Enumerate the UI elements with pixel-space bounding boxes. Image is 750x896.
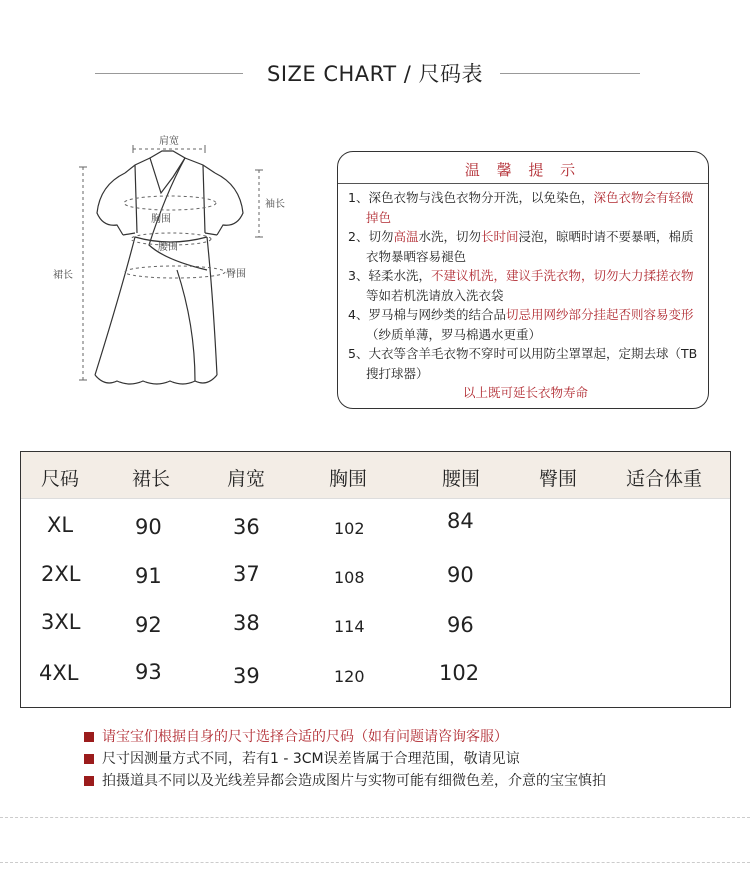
care-tips-footer: 以上既可延长衣物寿命	[462, 385, 588, 400]
dress-illustration	[45, 125, 290, 390]
diagram-label-chest: 胸围	[151, 214, 171, 225]
row-4-length: 93	[135, 660, 162, 684]
note-bullet-icon	[84, 776, 94, 786]
diagram-label-sleeve: 袖长	[265, 199, 285, 210]
bottom-divider-1	[0, 817, 750, 818]
page-title: SIZE CHART / 尺码表	[267, 62, 483, 86]
title-divider-right	[500, 73, 640, 74]
row-2-waist: 90	[447, 563, 474, 587]
row-2-chest: 108	[334, 568, 365, 587]
diagram-label-hip: 臀围	[226, 269, 246, 280]
header-shoulder: 肩宽	[227, 468, 266, 490]
title-divider-left	[95, 73, 243, 74]
row-3-size: 3XL	[41, 610, 81, 634]
header-hip: 臀围	[539, 468, 578, 490]
care-tips-title: 温 馨 提 示	[464, 161, 582, 179]
row-3-chest: 114	[334, 617, 365, 636]
care-tip-2: 2、切勿高温水洗，切勿长时间浸泡，晾晒时请不要暴晒，棉质衣物暴晒容易褪色	[348, 229, 694, 264]
diagram-label-shoulder: 肩宽	[159, 136, 179, 147]
diagram-label-waist: 腰围	[158, 242, 178, 253]
care-tip-3: 3、轻柔水洗，不建议机洗，建议手洗衣物，切勿大力揉搓衣物等如若机洗请放入洗衣袋	[348, 268, 694, 303]
row-1-chest: 102	[334, 519, 365, 538]
row-2-size: 2XL	[41, 562, 81, 586]
row-4-shoulder: 39	[233, 664, 260, 688]
care-tips-box	[337, 151, 709, 409]
header-weight: 适合体重	[626, 468, 703, 490]
dress-measurement-diagram	[45, 125, 290, 390]
care-tips-list	[348, 188, 703, 415]
note-3: 拍摄道具不同以及光线差异都会造成图片与实物可能有细微色差，介意的宝宝慎拍	[84, 771, 724, 793]
chart-title-bar	[0, 58, 750, 88]
care-tip-5: 5、大衣等含羊毛衣物不穿时可以用防尘罩罩起，定期去球（TB搜打球器）	[348, 346, 698, 381]
row-2-length: 91	[135, 564, 162, 588]
note-1: 请宝宝们根据自身的尺寸选择合适的尺码（如有问题请咨询客服）	[84, 727, 724, 749]
note-bullet-icon	[84, 754, 94, 764]
row-3-waist: 96	[447, 613, 474, 637]
row-3-length: 92	[135, 613, 162, 637]
row-3-shoulder: 38	[233, 611, 260, 635]
care-tip-4: 4、罗马棉与网纱类的结合品切忌用网纱部分挂起否则容易变形（纱质单薄，罗马棉遇水更重）	[348, 307, 694, 342]
row-1-shoulder: 36	[233, 515, 260, 539]
row-2-shoulder: 37	[233, 562, 260, 586]
row-4-size: 4XL	[39, 661, 79, 685]
row-4-chest: 120	[334, 667, 365, 686]
diagram-label-length: 裙长	[53, 270, 73, 281]
header-length: 裙长	[132, 468, 171, 490]
row-1-size: XL	[47, 513, 74, 537]
note-bullet-icon	[84, 732, 94, 742]
header-size: 尺码	[41, 468, 80, 490]
note-2: 尺寸因测量方式不同，若有1 - 3CM误差皆属于合理范围，敬请见谅	[84, 749, 724, 771]
care-tip-1: 1、深色衣物与浅色衣物分开洗，以免染色，深色衣物会有轻微掉色	[348, 190, 694, 225]
header-waist: 腰围	[442, 468, 481, 490]
size-notes	[84, 727, 724, 793]
row-1-waist: 84	[447, 509, 474, 533]
bottom-divider-2	[0, 862, 750, 863]
size-table-header	[21, 452, 730, 499]
row-4-waist: 102	[439, 661, 480, 685]
size-table	[20, 451, 731, 708]
care-tips-divider	[338, 183, 708, 184]
header-chest: 胸围	[329, 468, 368, 490]
row-1-length: 90	[135, 515, 162, 539]
